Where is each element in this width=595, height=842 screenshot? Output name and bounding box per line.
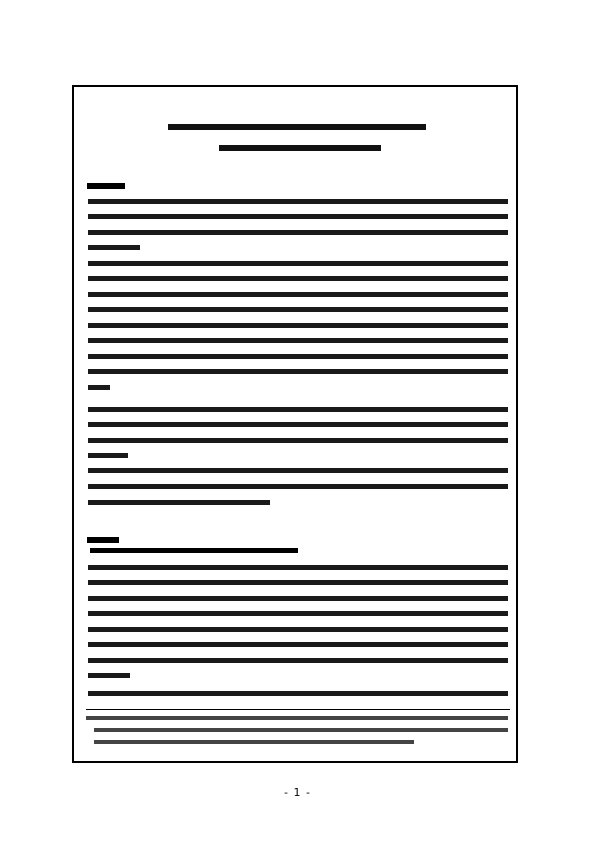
body-text-line: [88, 245, 140, 250]
document-title: [168, 124, 426, 130]
body-text-line: [88, 292, 508, 297]
section-heading: [87, 537, 119, 543]
body-text-line: [88, 230, 508, 235]
body-text-line: [88, 369, 508, 374]
body-text-line: [88, 691, 508, 696]
body-text-line: [88, 276, 508, 281]
body-text-line: [88, 500, 270, 505]
footnote-separator: [86, 709, 510, 710]
body-text-line: [88, 338, 508, 343]
section-heading: [87, 183, 125, 189]
footnote-text-line: [94, 740, 414, 744]
body-text-line: [88, 354, 508, 359]
body-text-line: [88, 307, 508, 312]
body-text-line: [88, 199, 508, 204]
body-text-line: [88, 484, 508, 489]
body-text-line: [88, 596, 508, 601]
body-text-line: [88, 580, 508, 585]
body-text-line: [88, 468, 508, 473]
page-number: - 1 -: [284, 786, 311, 799]
body-text-line: [88, 407, 508, 412]
footnote-text-line: [86, 716, 508, 720]
body-text-line: [88, 611, 508, 616]
subsection-heading: [90, 548, 298, 553]
body-text-line: [88, 642, 508, 647]
footnote-text-line: [94, 728, 508, 732]
body-text-line: [88, 438, 508, 443]
body-text-line: [88, 658, 508, 663]
body-text-line: [88, 422, 508, 427]
body-text-line: [88, 565, 508, 570]
document-subtitle: [219, 145, 381, 151]
body-text-line: [88, 627, 508, 632]
body-text-line: [88, 385, 110, 390]
body-text-line: [88, 673, 130, 678]
body-text-line: [88, 323, 508, 328]
body-text-line: [88, 453, 128, 458]
body-text-line: [88, 214, 508, 219]
body-text-line: [88, 261, 508, 266]
